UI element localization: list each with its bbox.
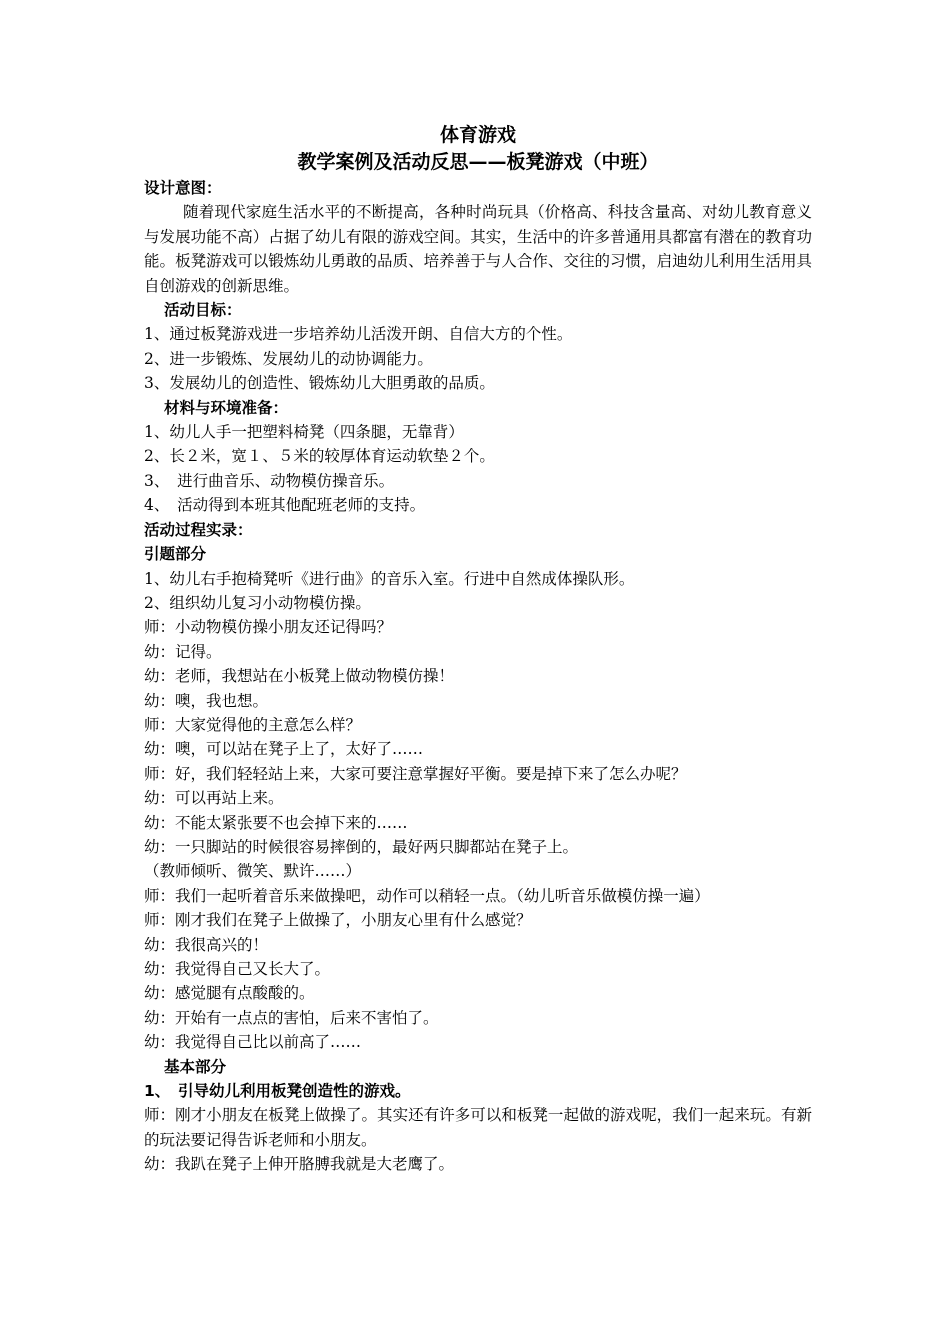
dialogue-line: 师：好，我们轻轻站上来，大家可要注意掌握好平衡。要是掉下来了怎么办呢？	[144, 764, 687, 783]
intro-heading: 引题部分	[144, 545, 207, 564]
dialogue-line: 幼：开始有一点点的害怕，后来不害怕了。	[144, 1008, 439, 1027]
dialogue-line: 师：刚才我们在凳子上做操了，小朋友心里有什么感觉？	[144, 911, 532, 930]
doc-title-line2: 教学案例及活动反思——板凳游戏（中班）	[297, 151, 659, 173]
material-item: 1、幼儿人手一把塑料椅凳（四条腿，无靠背）	[144, 423, 464, 442]
basic-heading: 基本部分	[164, 1057, 227, 1076]
dialogue-line: 幼：我很高兴的！	[144, 935, 269, 954]
dialogue-line: 幼：我觉得自己比以前高了……	[144, 1033, 362, 1052]
dialogue-line: 幼：我觉得自己又长大了。	[144, 960, 331, 978]
process-heading: 活动过程实录：	[144, 520, 253, 539]
basic-subheading: 1、 引导幼儿利用板凳创造性的游戏。	[144, 1082, 411, 1101]
goal-item: 2、进一步锻炼、发展幼儿的动协调能力。	[144, 349, 433, 368]
doc-title-line1: 体育游戏	[439, 124, 516, 146]
dialogue-line: 幼：我趴在凳子上伸开胳膊我就是大老鹰了。	[144, 1155, 455, 1174]
dialogue-line: 师：刚才小朋友在板凳上做操了。其实还有许多可以和板凳一起做的游戏呢，我们一起来玩。有新的玩法要记得告诉老师和小朋友。	[144, 1106, 812, 1149]
goal-item: 3、发展幼儿的创造性、锻炼幼儿大胆勇敢的品质。	[144, 374, 495, 393]
document-page	[144, 122, 812, 1177]
dialogue-line: 幼：可以再站上来。	[144, 789, 284, 808]
material-item: 3、 进行曲音乐、动物模仿操音乐。	[144, 471, 395, 490]
dialogue-line: 幼：噢，我也想。	[144, 691, 269, 710]
dialogue-line: 幼：噢，可以站在凳子上了，太好了……	[144, 740, 424, 759]
dialogue-line: 师：大家觉得他的主意怎么样？	[144, 715, 362, 734]
dialogue-line: （教师倾听、微笑、默许……）	[144, 862, 362, 881]
dialogue-line: 师：小动物模仿操小朋友还记得吗？	[144, 618, 393, 637]
dialogue-line: 幼：老师，我想站在小板凳上做动物模仿操！	[144, 667, 455, 686]
dialogue-line: 幼：一只脚站的时候很容易摔倒的，最好两只脚都站在凳子上。	[144, 837, 579, 856]
dialogue-line: 师：我们一起听着音乐来做操吧，动作可以稍轻一点。（幼儿听音乐做模仿操一遍）	[144, 886, 710, 905]
dialogue-line: 1、幼儿右手抱椅凳听《进行曲》的音乐入室。行进中自然成体操队形。	[144, 569, 635, 588]
design-intent-heading: 设计意图：	[144, 179, 222, 197]
dialogue-line: 2、组织幼儿复习小动物模仿操。	[144, 593, 371, 612]
materials-heading: 材料与环境准备：	[164, 398, 289, 417]
dialogue-line: 幼：记得。	[144, 642, 222, 661]
design-intent-paragraph: 随着现代家庭生活水平的不断提高，各种时尚玩具（价格高、科技含量高、对幼儿教育意义与发展功能不高）占据了幼儿有限的游戏空间。其实，生活中的许多普通用具都富有潜在的教育功能。板凳游戏可以锻炼幼儿勇敢的品质、培养善于与人合作、交往的习惯，启迪幼儿利用生活用具自创游戏的创新思维。	[144, 203, 812, 295]
material-item: 2、长２米，宽１、５米的较厚体育运动软垫２个。	[144, 447, 495, 466]
material-item: 4、 活动得到本班其他配班老师的支持。	[144, 496, 426, 515]
dialogue-line: 幼：感觉腿有点酸酸的。	[144, 984, 315, 1003]
dialogue-line: 幼：不能太紧张要不也会掉下来的……	[144, 813, 408, 832]
goal-item: 1、通过板凳游戏进一步培养幼儿活泼开朗、自信大方的个性。	[144, 325, 573, 344]
goals-heading: 活动目标：	[164, 301, 242, 320]
